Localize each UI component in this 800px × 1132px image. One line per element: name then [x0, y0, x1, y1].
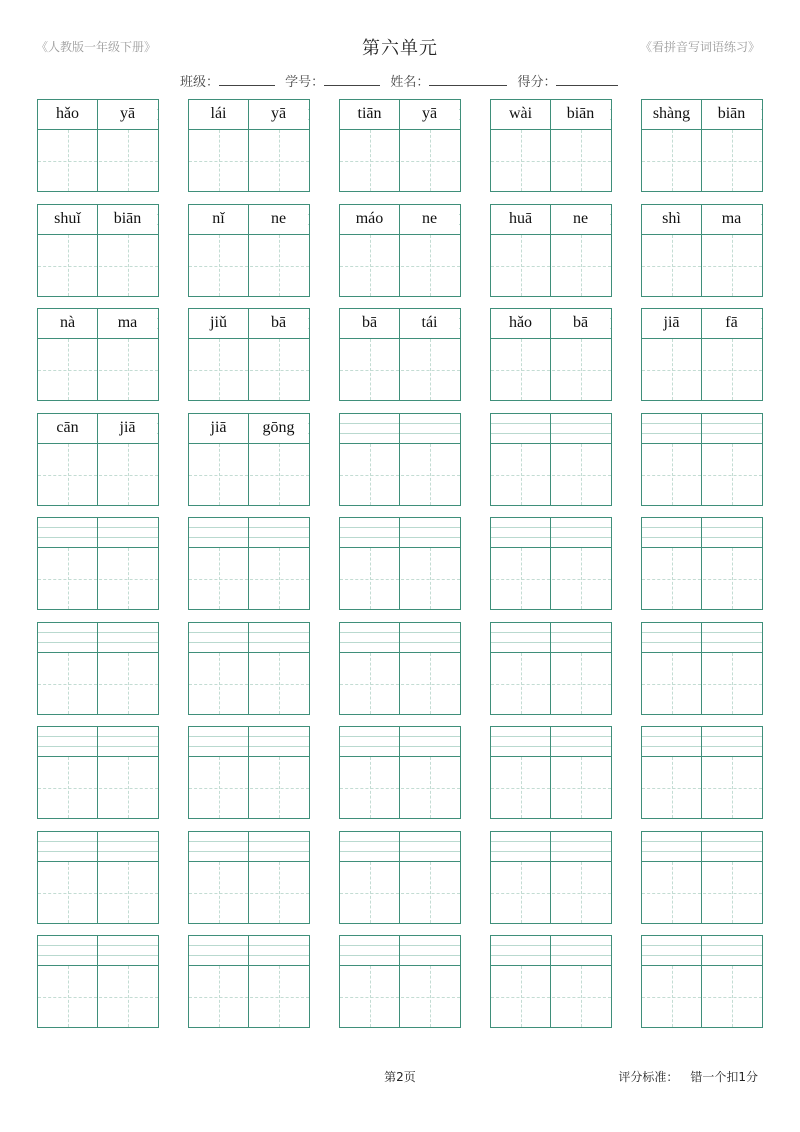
score-field[interactable] [517, 71, 618, 90]
word-box[interactable] [37, 413, 159, 506]
pinyin-syllable-2: gōng [249, 418, 308, 438]
character-writing-area[interactable] [38, 862, 158, 923]
scoring-standard-label: 评分标准： [618, 1070, 679, 1084]
character-writing-area[interactable] [189, 757, 309, 818]
class-field[interactable] [180, 71, 275, 90]
pinyin-syllable-2: yā [400, 104, 459, 124]
pinyin-syllable-2: biān [702, 104, 761, 124]
pinyin-syllable-1: jiā [189, 418, 248, 438]
pinyin-syllable-1: máo [340, 209, 399, 229]
character-writing-area[interactable] [642, 653, 762, 714]
pinyin-syllable-2: ma [702, 209, 761, 229]
pinyin-lines [189, 518, 309, 548]
word-box[interactable] [490, 726, 612, 819]
pinyin-syllable-2: biān [98, 209, 157, 229]
character-writing-area[interactable] [491, 548, 611, 609]
word-box[interactable] [188, 831, 310, 924]
pinyin-lines [642, 936, 762, 966]
character-writing-area[interactable] [642, 757, 762, 818]
name-blank[interactable] [429, 73, 507, 86]
pinyin-syllable-2: yā [98, 104, 157, 124]
word-box[interactable] [339, 831, 461, 924]
pinyin-lines [642, 727, 762, 757]
word-box[interactable] [641, 622, 763, 715]
word-box[interactable] [188, 99, 310, 192]
character-writing-area[interactable] [340, 862, 460, 923]
pinyin-lines [38, 727, 158, 757]
pinyin-syllable-1: shuǐ [38, 209, 97, 229]
character-writing-area[interactable] [340, 444, 460, 505]
pinyin-syllable-2: bā [249, 313, 308, 333]
pinyin-lines [189, 832, 309, 862]
word-box[interactable] [37, 622, 159, 715]
character-writing-area[interactable] [642, 444, 762, 505]
pinyin-lines [340, 936, 460, 966]
character-writing-area[interactable] [38, 339, 158, 400]
character-writing-area[interactable] [189, 235, 309, 296]
character-writing-area[interactable] [340, 966, 460, 1027]
character-writing-area[interactable] [189, 339, 309, 400]
pinyin-lines [491, 414, 611, 444]
word-box[interactable] [339, 517, 461, 610]
word-box[interactable] [339, 726, 461, 819]
exercise-label: 《看拼音写词语练习》 [639, 40, 760, 54]
score-label: 得分： [517, 75, 557, 90]
word-box[interactable] [490, 308, 612, 401]
pinyin-lines [491, 832, 611, 862]
word-box[interactable] [641, 99, 763, 192]
pinyin-syllable-1: nǐ [189, 209, 248, 229]
scoring-standard-rule: 错一个扣1分 [690, 1070, 758, 1084]
pinyin-syllable-1: wài [491, 104, 550, 124]
character-writing-area[interactable] [642, 339, 762, 400]
word-box[interactable] [37, 204, 159, 297]
word-box[interactable] [188, 517, 310, 610]
word-box[interactable] [339, 99, 461, 192]
pinyin-syllable-2: biān [551, 104, 610, 124]
word-box[interactable] [641, 517, 763, 610]
class-blank[interactable] [219, 73, 275, 86]
word-box[interactable] [37, 308, 159, 401]
character-writing-area[interactable] [38, 235, 158, 296]
pinyin-lines [642, 623, 762, 653]
student-id-blank[interactable] [324, 73, 380, 86]
pinyin-lines [38, 832, 158, 862]
pinyin-lines [38, 518, 158, 548]
word-box[interactable] [641, 726, 763, 819]
pinyin-lines [642, 518, 762, 548]
character-writing-area[interactable] [340, 757, 460, 818]
word-box[interactable] [37, 726, 159, 819]
pinyin-lines [491, 623, 611, 653]
pinyin-syllable-1: lái [189, 104, 248, 124]
character-writing-area[interactable] [189, 653, 309, 714]
textbook-label: 《人教版一年级下册》 [36, 40, 157, 54]
pinyin-syllable-1: jiǔ [189, 313, 248, 333]
pinyin-syllable-1: huā [491, 209, 550, 229]
character-writing-area[interactable] [189, 130, 309, 191]
word-box[interactable] [339, 413, 461, 506]
pinyin-lines [491, 518, 611, 548]
character-writing-area[interactable] [38, 966, 158, 1027]
word-box[interactable] [490, 413, 612, 506]
pinyin-lines [642, 414, 762, 444]
character-writing-area[interactable] [491, 339, 611, 400]
class-label: 班级： [180, 75, 220, 90]
pinyin-lines [491, 936, 611, 966]
word-box[interactable] [188, 622, 310, 715]
pinyin-lines [340, 414, 460, 444]
pinyin-syllable-2: yā [249, 104, 308, 124]
character-writing-area[interactable] [38, 444, 158, 505]
character-writing-area[interactable] [642, 862, 762, 923]
character-writing-area[interactable] [38, 757, 158, 818]
pinyin-syllable-2: jiā [98, 418, 157, 438]
pinyin-lines [340, 727, 460, 757]
pinyin-syllable-1: tiān [340, 104, 399, 124]
character-writing-area[interactable] [642, 235, 762, 296]
pinyin-lines [340, 518, 460, 548]
pinyin-lines [189, 727, 309, 757]
pinyin-syllable-2: fā [702, 313, 761, 333]
character-writing-area[interactable] [340, 548, 460, 609]
pinyin-syllable-1: nà [38, 313, 97, 333]
pinyin-syllable-2: ne [551, 209, 610, 229]
word-box[interactable] [37, 935, 159, 1028]
character-writing-area[interactable] [642, 548, 762, 609]
pinyin-syllable-1: cān [38, 418, 97, 438]
character-writing-area[interactable] [491, 966, 611, 1027]
student-id-field[interactable] [285, 71, 380, 90]
pinyin-syllable-1: hǎo [491, 313, 550, 333]
pinyin-syllable-1: shì [642, 209, 701, 229]
character-writing-area[interactable] [38, 548, 158, 609]
character-writing-area[interactable] [642, 966, 762, 1027]
character-writing-area[interactable] [642, 130, 762, 191]
word-box[interactable] [339, 935, 461, 1028]
word-box[interactable] [490, 517, 612, 610]
word-box[interactable] [339, 308, 461, 401]
character-writing-area[interactable] [38, 130, 158, 191]
page-title: 第六单元 [362, 38, 438, 59]
word-box[interactable] [490, 831, 612, 924]
pinyin-syllable-1: hǎo [38, 104, 97, 124]
word-box[interactable] [37, 517, 159, 610]
name-label: 姓名： [390, 75, 430, 90]
pinyin-syllable-2: bā [551, 313, 610, 333]
score-blank[interactable] [556, 73, 618, 86]
pinyin-syllable-2: ne [249, 209, 308, 229]
word-box[interactable] [490, 204, 612, 297]
character-writing-area[interactable] [340, 653, 460, 714]
word-box[interactable] [188, 204, 310, 297]
word-box[interactable] [490, 622, 612, 715]
character-writing-area[interactable] [189, 966, 309, 1027]
character-writing-area[interactable] [491, 444, 611, 505]
student-id-label: 学号： [285, 75, 325, 90]
pinyin-lines [38, 936, 158, 966]
word-box[interactable] [490, 935, 612, 1028]
word-box[interactable] [641, 935, 763, 1028]
pinyin-syllable-2: ne [400, 209, 459, 229]
word-box[interactable] [188, 935, 310, 1028]
word-box[interactable] [188, 308, 310, 401]
word-box[interactable] [188, 413, 310, 506]
character-writing-area[interactable] [340, 235, 460, 296]
page-number: 第2页 [384, 1070, 416, 1084]
character-writing-area[interactable] [340, 339, 460, 400]
pinyin-lines [38, 623, 158, 653]
pinyin-syllable-1: shàng [642, 104, 701, 124]
word-box[interactable] [641, 413, 763, 506]
character-writing-area[interactable] [38, 653, 158, 714]
pinyin-syllable-2: ma [98, 313, 157, 333]
character-writing-area[interactable] [491, 235, 611, 296]
name-field[interactable] [390, 71, 507, 90]
pinyin-lines [189, 936, 309, 966]
word-box[interactable] [37, 99, 159, 192]
word-box[interactable] [641, 831, 763, 924]
word-box[interactable] [188, 726, 310, 819]
pinyin-lines [340, 623, 460, 653]
pinyin-lines [189, 623, 309, 653]
word-box[interactable] [339, 204, 461, 297]
pinyin-lines [642, 832, 762, 862]
character-writing-area[interactable] [491, 653, 611, 714]
word-box[interactable] [490, 99, 612, 192]
pinyin-lines [340, 832, 460, 862]
word-box[interactable] [641, 204, 763, 297]
character-writing-area[interactable] [189, 548, 309, 609]
word-box[interactable] [339, 622, 461, 715]
character-writing-area[interactable] [189, 862, 309, 923]
pinyin-syllable-1: jiā [642, 313, 701, 333]
pinyin-lines [491, 727, 611, 757]
character-writing-area[interactable] [491, 757, 611, 818]
student-info-row [180, 71, 624, 90]
character-writing-area[interactable] [189, 444, 309, 505]
pinyin-syllable-2: tái [400, 313, 459, 333]
character-writing-area[interactable] [491, 862, 611, 923]
pinyin-syllable-1: bā [340, 313, 399, 333]
word-box[interactable] [37, 831, 159, 924]
character-writing-area[interactable] [491, 130, 611, 191]
scoring-standard [618, 1068, 758, 1085]
word-box[interactable] [641, 308, 763, 401]
character-writing-area[interactable] [340, 130, 460, 191]
